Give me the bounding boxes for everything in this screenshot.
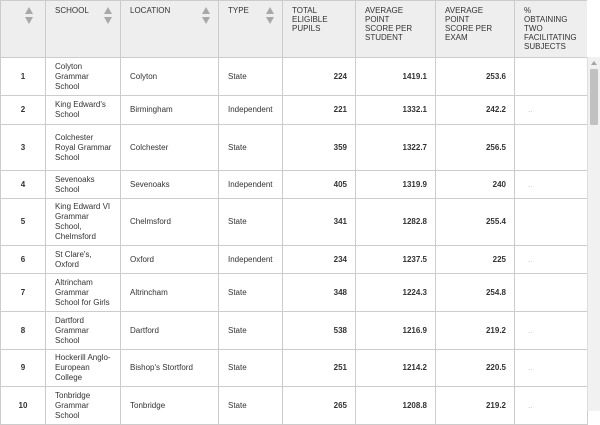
cell-school: Colchester Royal Grammar School [46,125,121,171]
scrollbar-thumb[interactable] [590,69,598,125]
cell-type: State [219,312,283,350]
cell-school: Altrincham Grammar School for Girls [46,274,121,312]
cell-location: Dartford [121,312,219,350]
sort-arrows-icon[interactable] [266,7,274,24]
cell-type: State [219,387,283,425]
cell-pupils: 221 [283,96,356,125]
cell-rank: 6 [1,246,46,274]
cell-location: Colyton [121,58,219,96]
cell-aps-student: 1332.1 [356,96,436,125]
cell-school: St Clare's, Oxford [46,246,121,274]
cell-rank: 9 [1,350,46,387]
cell-aps-student: 1319.9 [356,171,436,199]
table-row [1,58,588,96]
cell-aps-student: 1224.3 [356,274,436,312]
cell-rank: 1 [1,58,46,96]
cell-pupils: 348 [283,274,356,312]
cell-school: Sevenoaks School [46,171,121,199]
sort-ascending-icon[interactable] [266,7,274,14]
cell-pupils: 538 [283,312,356,350]
cell-school: Dartford Grammar School [46,312,121,350]
sort-descending-icon[interactable] [25,17,33,24]
cell-pct-two [515,199,588,246]
cell-aps-exam: 220.5 [436,350,515,387]
table-row [1,274,588,312]
column-header-label: LOCATION [130,6,171,15]
column-header-label: % OBTAINING TWO FACILITATING SUBJECTS [524,6,577,51]
column-header-label: SCHOOL [55,6,89,15]
cell-aps-exam: 225 [436,246,515,274]
cell-aps-exam: 253.6 [436,58,515,96]
sort-ascending-icon[interactable] [104,7,112,14]
cell-pct-two [515,274,588,312]
cell-aps-exam: 242.2 [436,96,515,125]
cell-type: State [219,350,283,387]
cell-school: King Edward's School [46,96,121,125]
cell-pupils: 265 [283,387,356,425]
cell-aps-student: 1216.9 [356,312,436,350]
column-header-location[interactable] [121,1,219,58]
sort-ascending-icon[interactable] [25,7,33,14]
column-header-aps-student[interactable] [356,1,436,58]
cell-location: Oxford [121,246,219,274]
column-header-label: AVERAGE POINT SCORE PER STUDENT [365,6,413,42]
cell-pct-two: .. [515,171,588,199]
cell-type: Independent [219,171,283,199]
sort-ascending-icon[interactable] [202,7,210,14]
sort-arrows-icon[interactable] [104,7,112,24]
cell-aps-exam: 219.2 [436,312,515,350]
scroll-up-arrow-icon[interactable] [591,61,597,65]
table-body [1,58,588,425]
cell-rank: 2 [1,96,46,125]
column-header-aps-exam[interactable] [436,1,515,58]
cell-rank: 5 [1,199,46,246]
cell-location: Colchester [121,125,219,171]
cell-pupils: 359 [283,125,356,171]
cell-aps-student: 1282.8 [356,199,436,246]
cell-pupils: 251 [283,350,356,387]
cell-pct-two: .. [515,96,588,125]
table-row [1,246,588,274]
cell-rank: 8 [1,312,46,350]
cell-aps-exam: 254.8 [436,274,515,312]
column-header-label: AVERAGE POINT SCORE PER EXAM [445,6,493,42]
sort-descending-icon[interactable] [266,17,274,24]
cell-aps-student: 1214.2 [356,350,436,387]
table-row [1,199,588,246]
cell-pupils: 341 [283,199,356,246]
column-header-label: TOTAL ELIGIBLE PUPILS [292,6,328,33]
cell-rank: 3 [1,125,46,171]
cell-aps-exam: 256.5 [436,125,515,171]
cell-location: Sevenoaks [121,171,219,199]
column-header-pct-two[interactable] [515,1,588,58]
cell-location: Altrincham [121,274,219,312]
column-header-rank[interactable] [1,1,46,58]
cell-rank: 7 [1,274,46,312]
cell-type: State [219,58,283,96]
cell-location: Bishop's Stortford [121,350,219,387]
table-row [1,125,588,171]
column-header-school[interactable] [46,1,121,58]
vertical-scrollbar[interactable] [587,57,600,411]
table-row [1,171,588,199]
cell-school: Colyton Grammar School [46,58,121,96]
cell-pupils: 224 [283,58,356,96]
cell-aps-student: 1419.1 [356,58,436,96]
cell-aps-student: 1237.5 [356,246,436,274]
cell-aps-exam: 240 [436,171,515,199]
header-scroll-gap [587,0,600,57]
cell-type: State [219,274,283,312]
cell-type: State [219,199,283,246]
table-row [1,312,588,350]
cell-pct-two: .. [515,387,588,425]
cell-aps-exam: 219.2 [436,387,515,425]
sort-descending-icon[interactable] [202,17,210,24]
cell-aps-exam: 255.4 [436,199,515,246]
sort-descending-icon[interactable] [104,17,112,24]
cell-rank: 10 [1,387,46,425]
table-header [1,1,588,58]
sort-arrows-icon[interactable] [25,7,33,24]
cell-school: Tonbridge Grammar School [46,387,121,425]
cell-rank: 4 [1,171,46,199]
cell-location: Tonbridge [121,387,219,425]
table-row [1,387,588,425]
cell-pupils: 405 [283,171,356,199]
column-header-type[interactable] [219,1,283,58]
table-row [1,350,588,387]
cell-school: Hockerill Anglo-European College [46,350,121,387]
cell-pct-two: .. [515,350,588,387]
column-header-pupils[interactable] [283,1,356,58]
cell-type: Independent [219,96,283,125]
column-header-label: TYPE [228,6,249,15]
cell-pct-two [515,125,588,171]
sort-arrows-icon[interactable] [202,7,210,24]
cell-pupils: 234 [283,246,356,274]
cell-aps-student: 1208.8 [356,387,436,425]
cell-pct-two [515,58,588,96]
cell-type: State [219,125,283,171]
cell-pct-two: .. [515,246,588,274]
table-row [1,96,588,125]
cell-pct-two: .. [515,312,588,350]
cell-type: Independent [219,246,283,274]
cell-aps-student: 1322.7 [356,125,436,171]
cell-location: Chelmsford [121,199,219,246]
cell-location: Birmingham [121,96,219,125]
cell-school: King Edward VI Grammar School, Chelmsford [46,199,121,246]
